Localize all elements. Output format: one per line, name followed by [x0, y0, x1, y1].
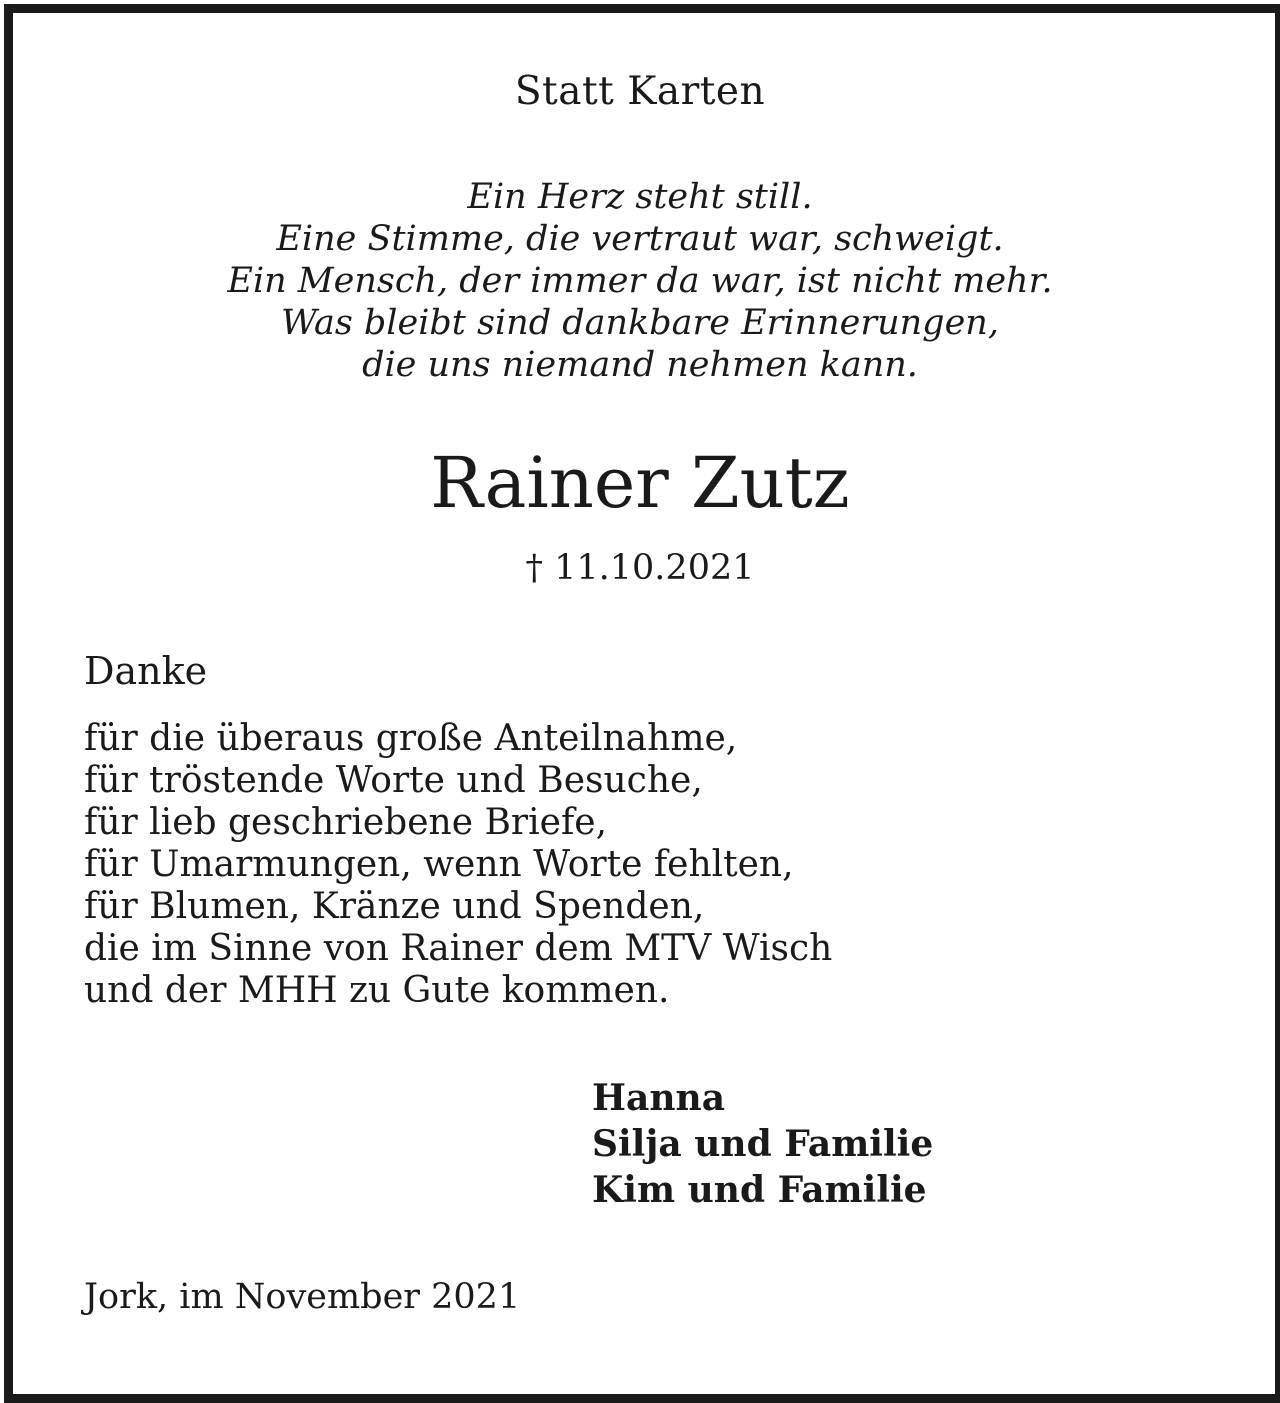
thanks-line: für Blumen, Kränze und Spenden,: [84, 886, 705, 927]
thanks-text: [84, 718, 832, 1012]
poem-line: Was bleibt sind dankbare Erinnerungen,: [281, 303, 999, 343]
place-date: Jork, im November 2021: [84, 1277, 521, 1317]
thanks-line: für die überaus große Anteilnahme,: [84, 718, 738, 759]
signers-block: [592, 1075, 933, 1213]
poem-line: Ein Mensch, der immer da war, ist nicht mehr.: [227, 261, 1053, 301]
thanks-line: für lieb geschriebene Briefe,: [84, 802, 608, 843]
thanks-heading: Danke: [84, 649, 208, 693]
death-date: † 11.10.2021: [525, 548, 755, 588]
memorial-poem: [0, 176, 1280, 386]
notice-heading: Statt Karten: [514, 69, 766, 114]
poem-line: Eine Stimme, die vertraut war, schweigt.: [276, 219, 1004, 259]
signer-name: Kim und Familie: [592, 1169, 927, 1211]
deceased-name: Rainer Zutz: [430, 442, 850, 524]
poem-line: Ein Herz steht still.: [467, 177, 813, 217]
thanks-line: für Umarmungen, wenn Worte fehlten,: [84, 844, 794, 885]
poem-line: die uns niemand nehmen kann.: [362, 345, 918, 385]
signer-name: Silja und Familie: [592, 1123, 934, 1165]
signer-name: Hanna: [592, 1077, 726, 1119]
thanks-line: für tröstende Worte und Besuche,: [84, 760, 703, 801]
thanks-line: die im Sinne von Rainer dem MTV Wisch: [84, 928, 833, 969]
thanks-line: und der MHH zu Gute kommen.: [84, 970, 670, 1011]
